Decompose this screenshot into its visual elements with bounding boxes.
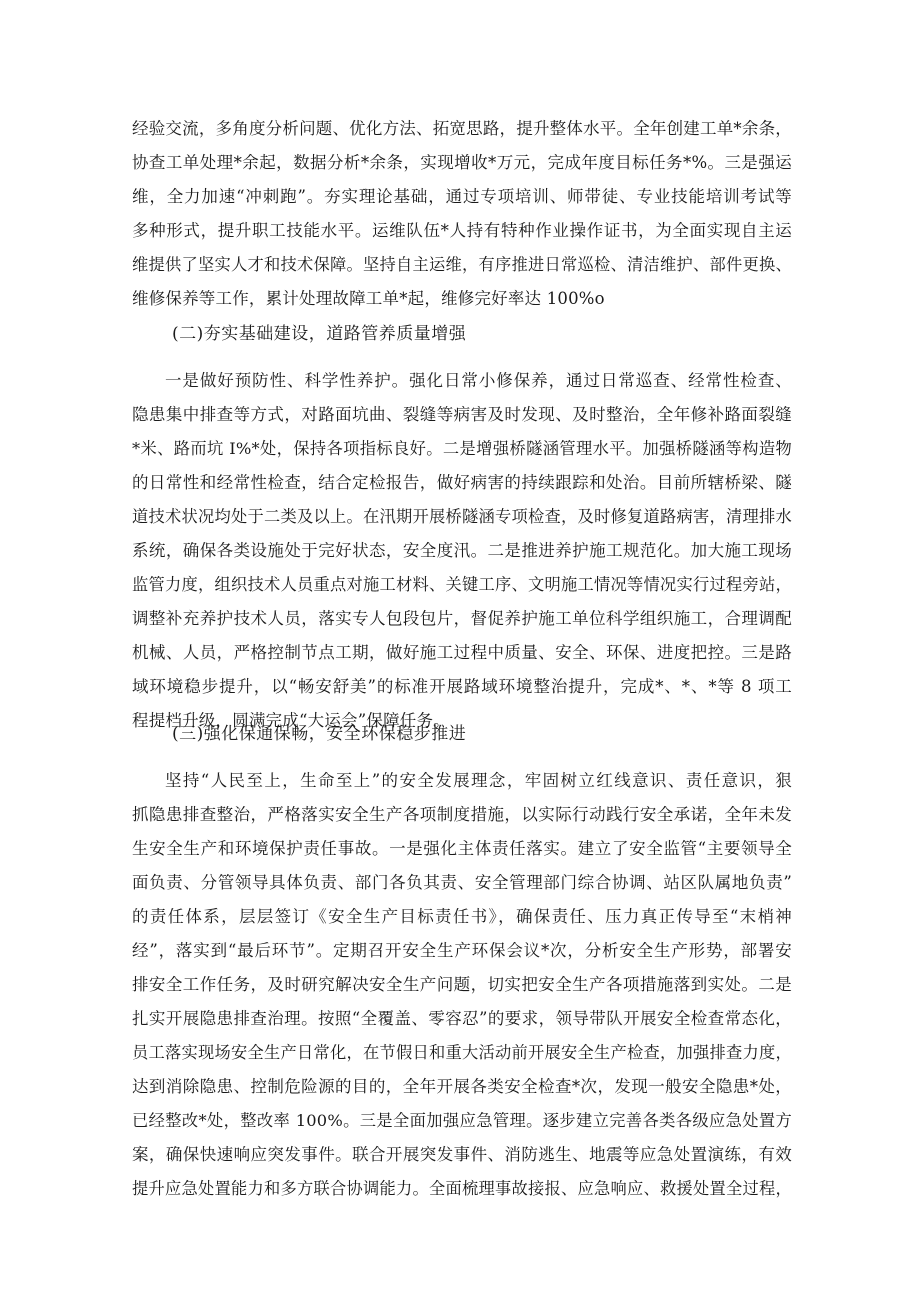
text-line: 协查工单处理*余起，数据分析*余条，实现增收*万元，完成年度目标任务*%。三是强运: [132, 153, 792, 172]
text-line: 面负责、分管领导具体负责、部门各负其责、安全管理部门综合协调、站区队属地负责”: [132, 873, 792, 892]
text-line: 的责任体系，层层签订《安全生产目标责任书》，确保责任、压力真正传导至“末梢神: [132, 907, 792, 926]
text-line: 经”，落实到“最后环节”。定期召开安全生产环保会议*次，分析安全生产形势，部署安: [132, 941, 792, 960]
section-heading: (二)夯实基础建设，道路管养质量增强: [172, 324, 467, 344]
text-line: 维提供了坚实人才和技术保障。坚持自主运维，有序推进日常巡检、清洁维护、部件更换、: [132, 255, 792, 274]
text-line: 多种形式，提升职工技能水平。运维队伍*人持有特种作业操作证书，为全面实现自主运: [132, 221, 792, 240]
text-line: 的日常性和经常性检查，结合定检报告，做好病害的持续跟踪和处治。目前所辖桥梁、隧: [132, 473, 792, 492]
text-line: 机械、人员，严格控制节点工期，做好施工过程中质量、安全、环保、进度把控。三是路: [132, 643, 792, 662]
text-line: 监管力度，组织技术人员重点对施工材料、关键工序、文明施工情况等情况实行过程旁站，: [132, 575, 792, 594]
text-line: 扎实开展隐患排查治理。按照“全覆盖、零容忍”的要求，领导带队开展安全检查常态化，: [132, 1009, 792, 1028]
text-line: 隐患集中排查等方式，对路面坑曲、裂缝等病害及时发现、及时整治，全年修补路面裂缝: [132, 405, 792, 424]
text-line: 维修保养等工作，累计处理故障工单*起，维修完好率达 100%o: [132, 289, 605, 308]
text-line: 生安全生产和环境保护责任事故。一是强化主体责任落实。建立了安全监管“主要领导全: [132, 839, 792, 858]
text-line: 排安全工作任务，及时研究解决安全生产问题，切实把安全生产各项措施落到实处。二是: [132, 975, 792, 994]
text-line: 已经整改*处，整改率 100%。三是全面加强应急管理。逐步建立完善各类各级应急处置方: [132, 1111, 792, 1130]
text-line: 道技术状况均处于二类及以上。在汛期开展桥隧涵专项检查，及时修复道路病害，清理排水: [132, 507, 792, 526]
text-line: 调整补充养护技术人员，落实专人包段包片，督促养护施工单位科学组织施工，合理调配: [132, 609, 792, 628]
text-line: 达到消除隐患、控制危险源的目的，全年开展各类安全检查*次，发现一般安全隐患*处，: [132, 1077, 792, 1096]
section-heading: (三)强化保通保畅，安全环保稳步推进: [172, 724, 467, 744]
text-line: 抓隐患排查整治，严格落实安全生产各项制度措施，以实际行动践行安全承诺，全年未发: [132, 805, 792, 824]
text-line: 员工落实现场安全生产日常化，在节假日和重大活动前开展安全生产检查，加强排查力度，: [132, 1043, 792, 1062]
text-line: 案，确保快速响应突发事件。联合开展突发事件、消防逃生、地震等应急处置演练，有效: [132, 1145, 792, 1164]
text-line: 经验交流，多角度分析问题、优化方法、拓宽思路，提升整体水平。全年创建工单*余条，: [132, 119, 792, 138]
text-line: *米、路而坑 I%*处，保持各项指标良好。二是增强桥隧涵管理水平。加强桥隧涵等构造物: [132, 439, 792, 458]
text-line: 系统，确保各类设施处于完好状态，安全度汛。二是推进养护施工规范化。加大施工现场: [132, 541, 792, 560]
text-line: 维，全力加速“冲刺跑”。夯实理论基础，通过专项培训、师带徒、专业技能培训考试等: [132, 187, 792, 206]
text-line: 坚持“人民至上，生命至上”的安全发展理念，牢固树立红线意识、责任意识，狠: [165, 771, 792, 790]
text-line: 域环境稳步提升，以“畅安舒美”的标准开展路域环境整治提升，完成*、*、*等 8 项工: [132, 677, 792, 696]
text-line: 一是做好预防性、科学性养护。强化日常小修保养，通过日常巡查、经常性检查、: [165, 371, 792, 390]
text-line: 程提档升级，圆满完成“大运会”保障任务。: [132, 711, 450, 730]
text-line: 提升应急处置能力和多方联合协调能力。全面梳理事故接报、应急响应、救援处置全过程，: [132, 1179, 792, 1198]
